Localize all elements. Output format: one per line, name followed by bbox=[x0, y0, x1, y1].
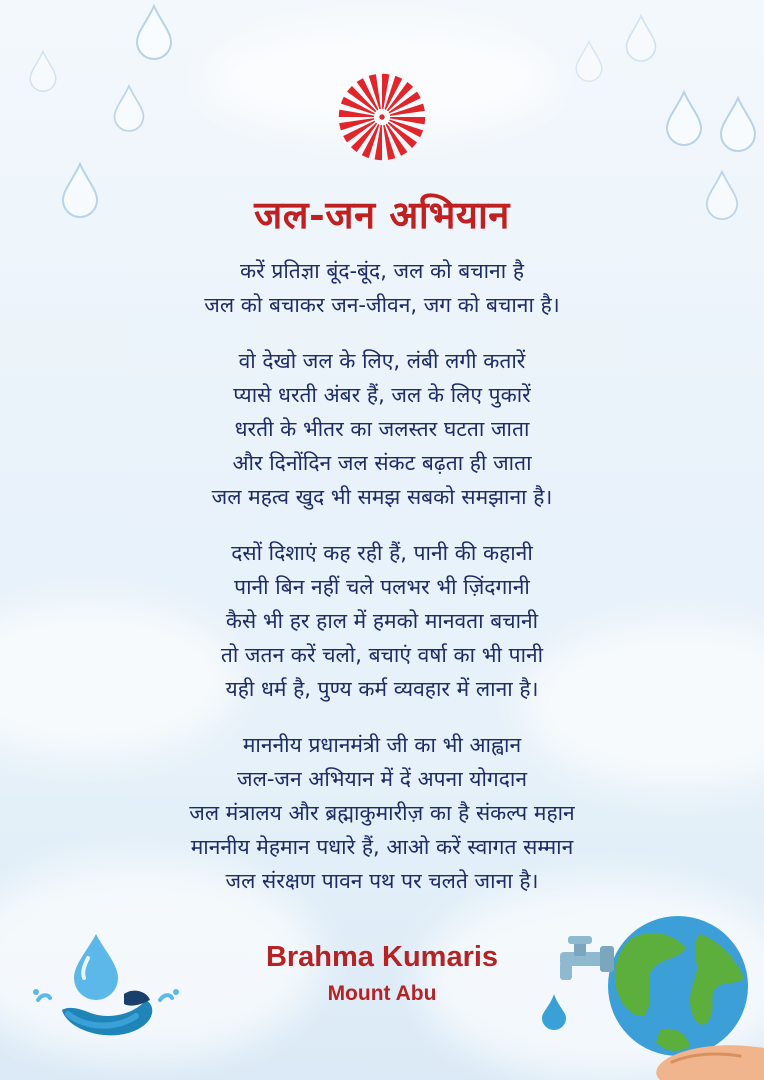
poem-stanza bbox=[0, 344, 764, 514]
water-drop-icon bbox=[664, 90, 704, 146]
poem-stanza bbox=[0, 536, 764, 706]
poem-line: दसों दिशाएं कह रही हैं, पानी की कहानी bbox=[231, 541, 533, 565]
poem-line: करें प्रतिज्ञा बूंद-बूंद, जल को बचाना है bbox=[240, 259, 524, 283]
poem bbox=[0, 254, 764, 920]
poem-line: प्यासे धरती अंबर हैं, जल के लिए पुकारें bbox=[233, 383, 531, 407]
water-drop-icon bbox=[574, 40, 604, 82]
poem-line: जल संरक्षण पावन पथ पर चलते जाना है। bbox=[225, 869, 539, 893]
water-drop-icon bbox=[112, 84, 146, 132]
water-drop-icon bbox=[28, 50, 58, 92]
poem-line: तो जतन करें चलो, बचाएं वर्षा का भी पानी bbox=[220, 643, 544, 667]
page-title: जल-जन अभियान bbox=[254, 192, 510, 237]
poem-line: जल महत्व खुद भी समझ सबको समझाना है। bbox=[211, 485, 553, 509]
organization-name: Brahma Kumaris bbox=[265, 941, 499, 973]
organization-location: Mount Abu bbox=[327, 982, 437, 1005]
poem-line: और दिनोंदिन जल संकट बढ़ता ही जाता bbox=[232, 451, 532, 475]
water-drop-icon bbox=[134, 4, 174, 60]
poem-line: वो देखो जल के लिए, लंबी लगी कतारें bbox=[238, 349, 526, 373]
poem-line: माननीय मेहमान पधारे हैं, आओ करें स्वागत सम्मान bbox=[190, 835, 574, 859]
poem-stanza bbox=[0, 728, 764, 898]
poem-stanza bbox=[0, 254, 764, 322]
poem-line: यही धर्म है, पुण्य कर्म व्यवहार में लाना है। bbox=[225, 677, 539, 701]
sun-rays-logo-icon bbox=[337, 72, 427, 162]
poem-line: जल-जन अभियान में दें अपना योगदान bbox=[237, 767, 527, 791]
poem-line: धरती के भीतर का जलस्तर घटता जाता bbox=[234, 417, 530, 441]
poem-line: जल को बचाकर जन-जीवन, जग को बचाना है। bbox=[204, 293, 560, 317]
footer bbox=[0, 937, 764, 1011]
water-drop-icon bbox=[718, 96, 758, 152]
poem-line: माननीय प्रधानमंत्री जी का भी आह्वान bbox=[242, 733, 522, 757]
poem-line: जल मंत्रालय और ब्रह्माकुमारीज़ का है संकल्प महान bbox=[189, 801, 575, 825]
water-drop-icon bbox=[624, 14, 658, 62]
poem-line: पानी बिन नहीं चले पलभर भी ज़िंदगानी bbox=[234, 575, 530, 599]
poem-line: कैसे भी हर हाल में हमको मानवता बचानी bbox=[225, 609, 539, 633]
